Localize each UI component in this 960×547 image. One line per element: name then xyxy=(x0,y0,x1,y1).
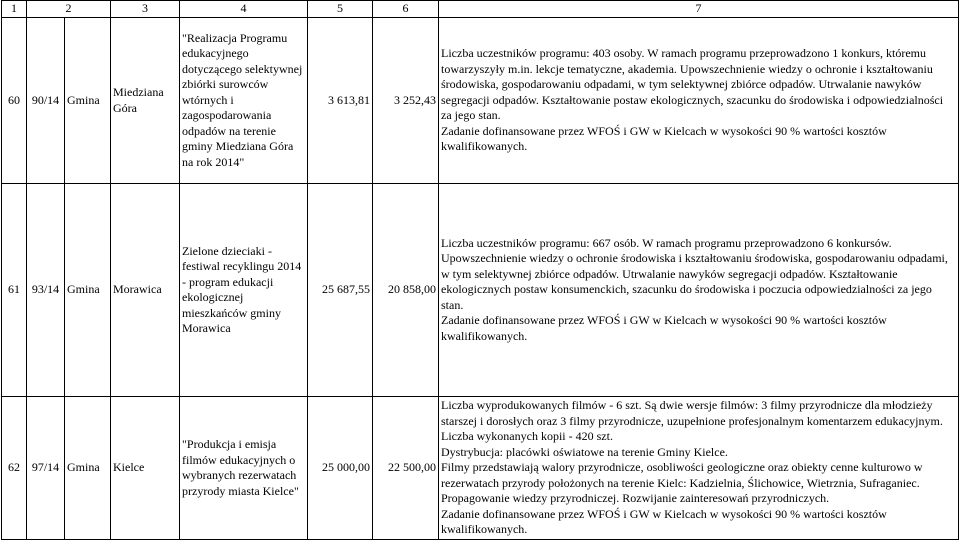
beneficiary-name: Morawica xyxy=(111,184,180,397)
effects-paragraph: Zadanie dofinansowane przez WFOŚ i GW w Kielcach w wysokości 90 % wartości kosztów kwalifikowanych. xyxy=(441,123,887,154)
agreement-number: 93/14 xyxy=(27,184,65,397)
effects-paragraph: Liczba wykonanych kopii - 420 szt. xyxy=(441,429,613,444)
table-row xyxy=(2,397,959,540)
header-cell-1: 1 xyxy=(2,1,27,18)
header-cell-4: 4 xyxy=(180,1,308,18)
beneficiary-name: Miedziana Góra xyxy=(111,18,180,184)
grants-table xyxy=(1,0,959,540)
effects-paragraph: Liczba wyprodukowanych filmów - 6 szt. Są dwie wersje filmów: 3 filmy przyrodnicze dla młodzieży starszej i dorosłych oraz 3 filmy przyrodnicze, uzupełnione profesjonalnym komentarzem edukacyjnym. xyxy=(441,398,943,428)
table-row xyxy=(2,184,959,397)
grant-amount: 22 500,00 xyxy=(373,397,439,540)
header-cell-2: 2 xyxy=(27,1,111,18)
task-effects xyxy=(439,184,959,397)
effects-paragraph: Zadanie dofinansowane przez WFOŚ i GW w Kielcach w wysokości 90 % wartości kosztów kwalifikowanych. xyxy=(441,506,887,537)
row-number: 62 xyxy=(2,397,27,540)
effects-paragraph: Dystrybucja: placówki oświatowe na terenie Gminy Kielce. xyxy=(441,444,728,459)
header-cell-5: 5 xyxy=(308,1,373,18)
task-name: "Produkcja i emisja filmów edukacyjnych o wybranych rezerwatach przyrody miasta Kielce" xyxy=(180,397,308,540)
task-name: "Realizacja Programu edukacyjnego dotyczącego selektywnej zbiórki surowców wtórnych i zagospodarowania odpadów na terenie gminy Miedziana Góra na rok 2014" xyxy=(180,18,308,184)
header-cell-7: 7 xyxy=(439,1,959,18)
header-cell-6: 6 xyxy=(373,1,439,18)
header-cell-3: 3 xyxy=(111,1,180,18)
beneficiary-name: Kielce xyxy=(111,397,180,540)
beneficiary-type: Gmina xyxy=(65,184,111,397)
beneficiary-type: Gmina xyxy=(65,18,111,184)
task-effects xyxy=(439,18,959,184)
total-cost: 25 687,55 xyxy=(308,184,373,397)
beneficiary-type: Gmina xyxy=(65,397,111,540)
grant-amount: 3 252,43 xyxy=(373,18,439,184)
total-cost: 25 000,00 xyxy=(308,397,373,540)
effects-paragraph: Zadanie dofinansowane przez WFOŚ i GW w Kielcach w wysokości 90 % wartości kosztów kwalifikowanych. xyxy=(441,313,887,343)
row-number: 60 xyxy=(2,18,27,184)
effects-paragraph: Liczba uczestników programu: 403 osoby. W ramach programu przeprowadzono 1 konkurs, któremu towarzyszyły m.in. lekcje tematyczne, akademia. Upowszechnienie wiedzy o ochronie i kształtowaniu środowiska, gospodarowaniu odpadami, w tym selektywnej zbiórce odpadów. Utrwalanie nawyków segregacji odpadów. Kształtowanie postaw ekologicznych, szacunku do środowiska i odpowiedzialności za jego stan. xyxy=(441,46,944,123)
grant-amount: 20 858,00 xyxy=(373,184,439,397)
effects-paragraph: Liczba uczestników programu: 667 osób. W ramach programu przeprowadzono 6 konkursów. Upowszechnienie wiedzy o ochronie środowiska i kształtowaniu środowiska, gospodarowaniu odpadami, w tym selektywnej zbiórce odpadów. Utrwalanie nawyków segregacji odpadów. Kształtowanie ekologicznych postaw konsumenckich, szacunku do środowiska i poczucia odpowiedzialności za jego stan. xyxy=(441,235,948,312)
row-number: 61 xyxy=(2,184,27,397)
agreement-number: 97/14 xyxy=(27,397,65,540)
task-name: Zielone dzieciaki - festiwal recyklingu 2014 - program edukacji ekologicznej mieszkańców gminy Morawica xyxy=(180,184,308,397)
table-row xyxy=(2,18,959,184)
effects-paragraph: Propagowanie wiedzy przyrodniczej. Rozwijanie zainteresowań przyrodniczych. xyxy=(441,491,830,506)
effects-paragraph: Filmy przedstawiają walory przyrodnicze, osobliwości geologiczne oraz obiekty cenne kulturowo w rezerwatach przyrody położonych na terenie Kielc: Kadzielnia, Ślichowice, Wietrznia, Sufraganiec. xyxy=(441,460,923,490)
header-row xyxy=(2,1,959,18)
total-cost: 3 613,81 xyxy=(308,18,373,184)
agreement-number: 90/14 xyxy=(27,18,65,184)
task-effects xyxy=(439,397,959,540)
